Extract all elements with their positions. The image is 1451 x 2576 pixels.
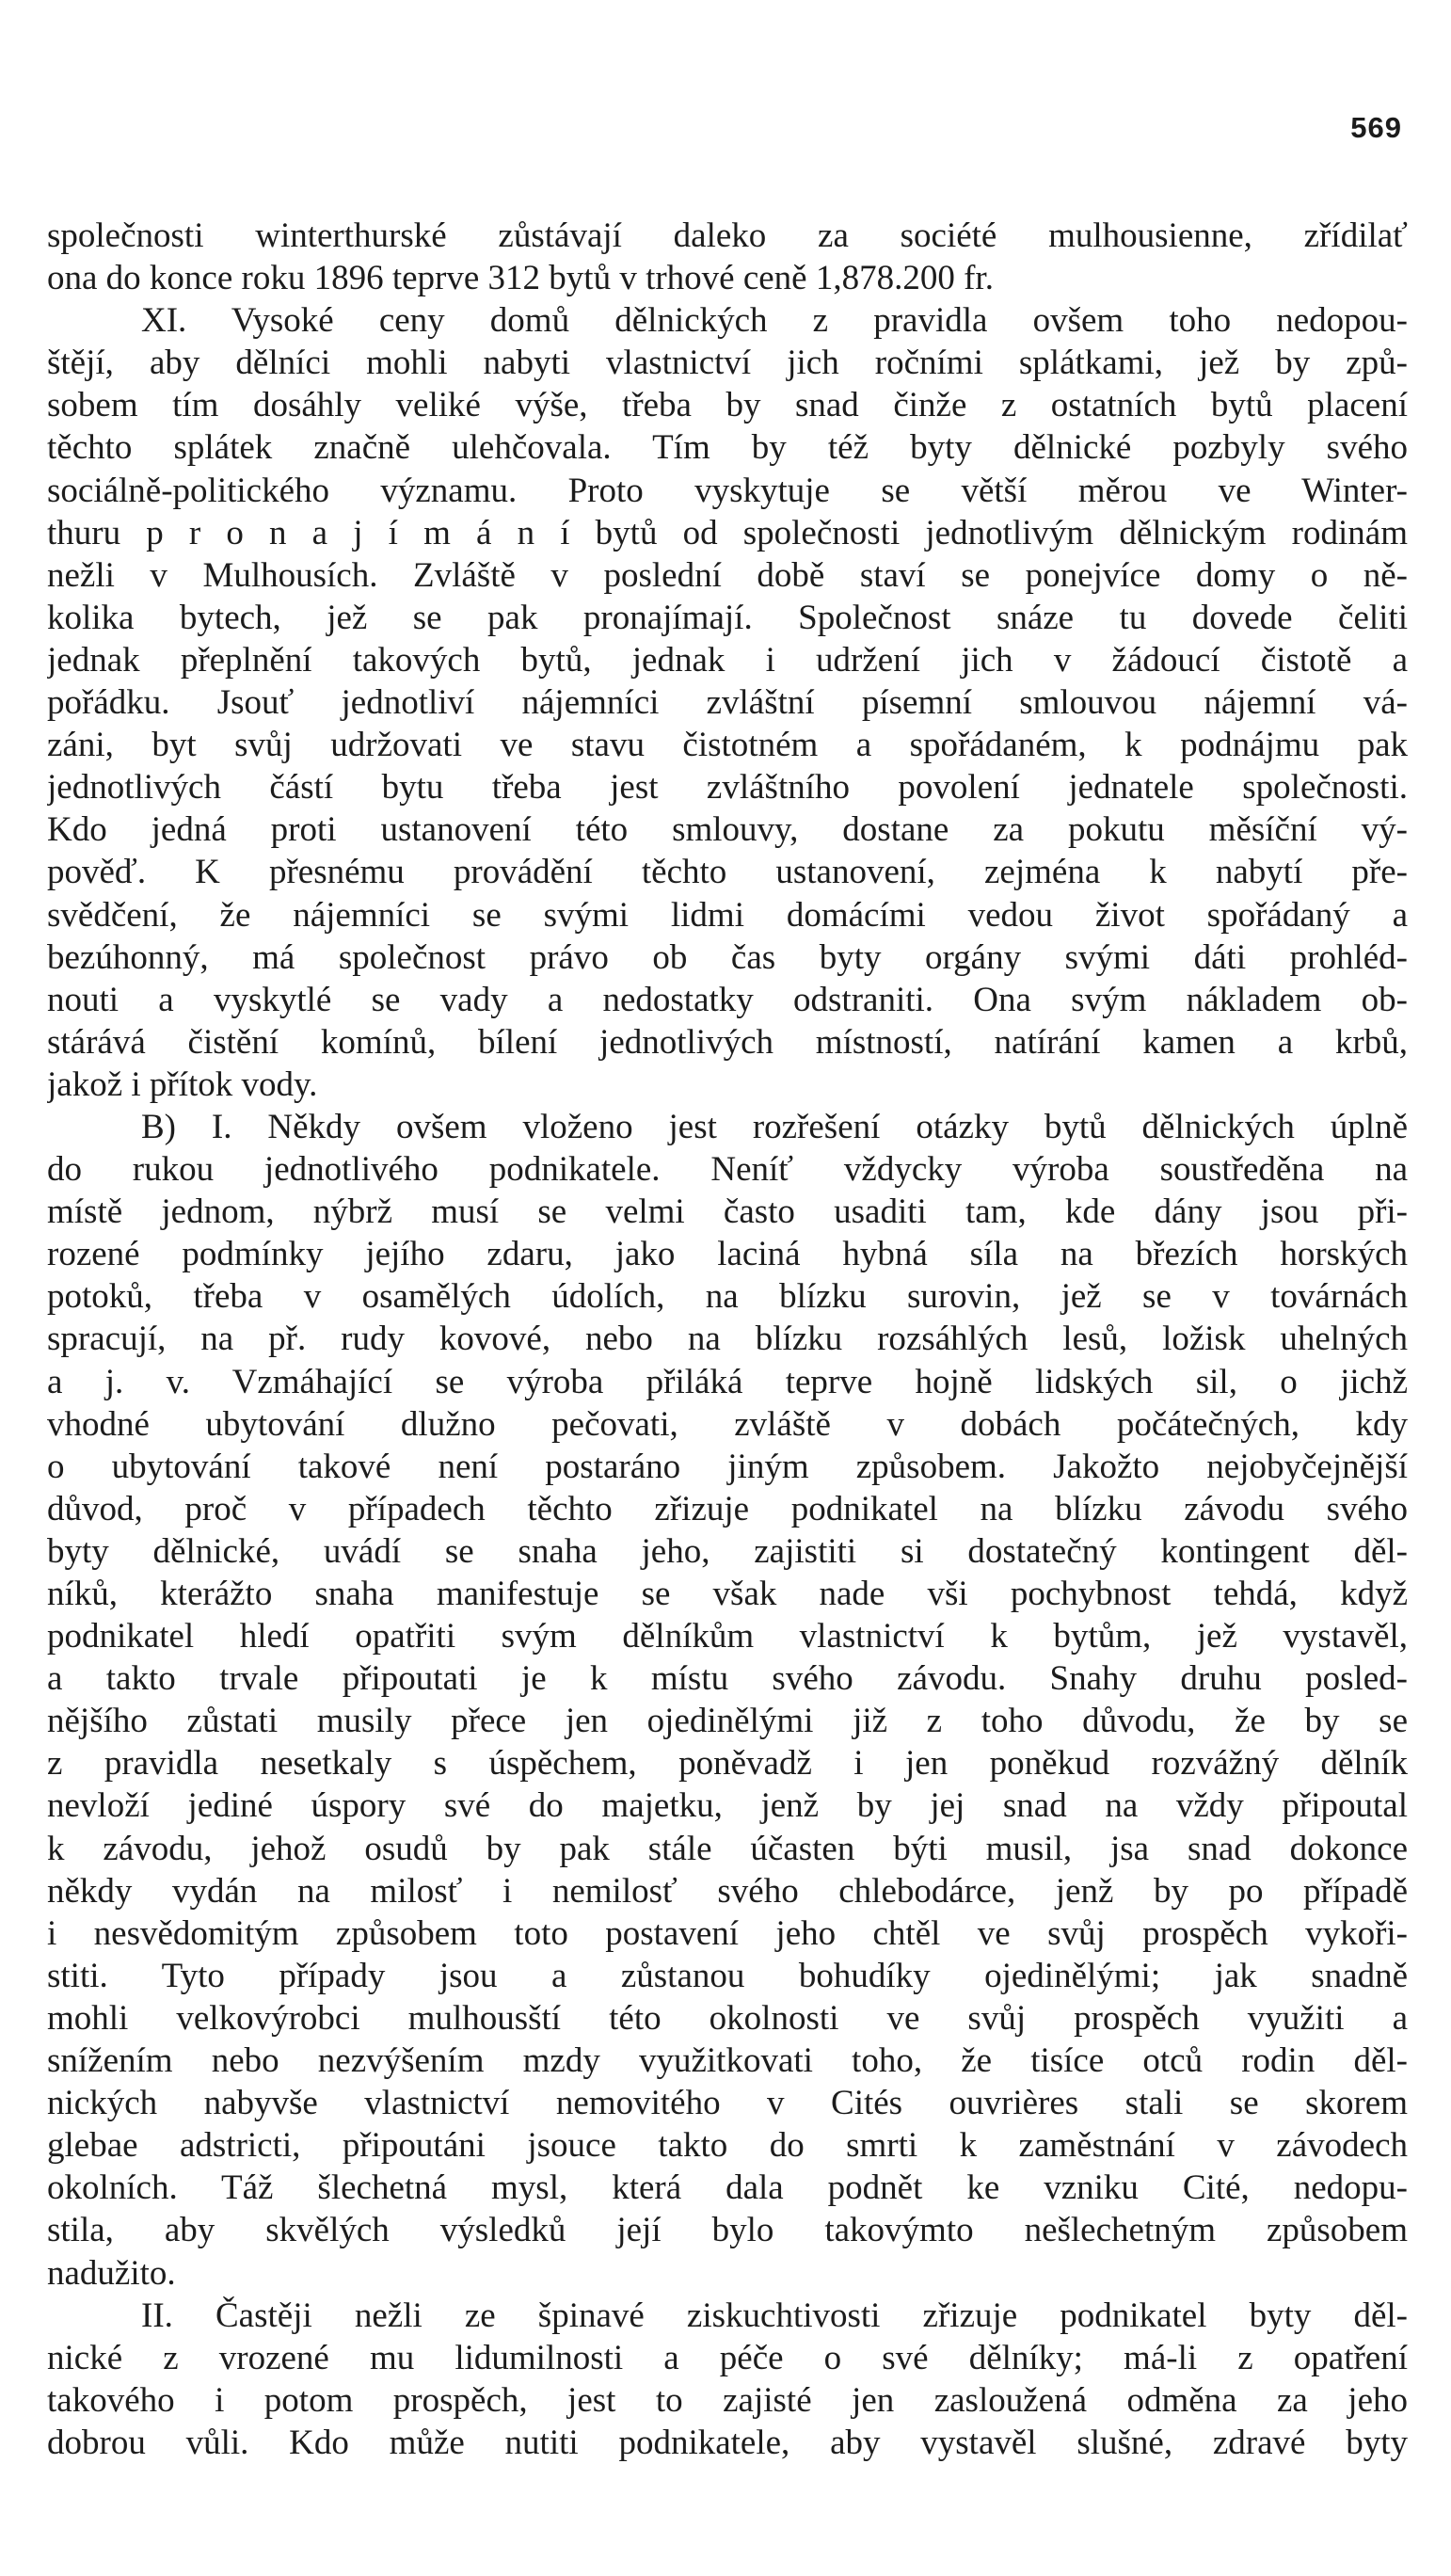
text-line: II. Častěji nežli ze špinavé ziskuchtivosti zřizuje podnikatel byty děl- <box>141 2296 1408 2335</box>
text-line: byty dělnické, uvádí se snaha jeho, zajistiti si dostatečný kontingent děl- <box>47 1531 1408 1571</box>
text-line: kolika bytech, jež se pak pronajímají. Společnost snáze tu dovede čeliti <box>47 598 1408 637</box>
text-line: těchto splátek značně ulehčovala. Tím by též byty dělnické pozbyly svého <box>47 428 1408 468</box>
text-line: sociálně-politického významu. Proto vyskytuje se větší měrou ve Winter- <box>47 471 1408 510</box>
text-line: glebae adstricti, připoutáni jsouce takto do smrti k zaměstnání v závodech <box>47 2126 1408 2166</box>
text-line: pořádku. Jsouť jednotliví nájemníci zvláštní písemní smlouvou nájemní vá- <box>47 683 1408 723</box>
text-line: společnosti winterthurské zůstávají daleko za société mulhousienne, zřídilať <box>47 216 1408 255</box>
text-line: okolních. Táž šlechetná mysl, která dala podnět ke vzniku Cité, nedopu- <box>47 2168 1408 2208</box>
text-line: a j. v. Vzmáhající se výroba přiláká teprve hojně lidských sil, o jichž <box>47 1362 1408 1401</box>
text-line: důvod, proč v případech těchto zřizuje podnikatel na blízku závodu svého <box>47 1489 1408 1528</box>
text-line: pověď. K přesnému provádění těchto ustanovení, zejména k nabytí pře- <box>47 853 1408 892</box>
text-line: svědčení, že nájemníci se svými lidmi domácími vedou život spořádaný a <box>47 895 1408 935</box>
text-line: stila, aby skvělých výsledků její bylo takovýmto nešlechetným způsobem <box>47 2211 1408 2250</box>
text-line: spracují, na př. rudy kovové, nebo na blízku rozsáhlých lesů, ložisk uhelných <box>47 1320 1408 1359</box>
text-line: snížením nebo nezvýšením mzdy využitkovati toho, že tisíce otců rodin děl- <box>47 2041 1408 2081</box>
text-line: nických nabyvše vlastnictví nemovitého v Cités ouvrières stali se skorem <box>47 2084 1408 2123</box>
text-line: jednak přeplnění takových bytů, jednak i udržení jich v žádoucí čistotě a <box>47 640 1408 680</box>
text-line: záni, byt svůj udržovati ve stavu čistotném a spořádaném, k podnájmu pak <box>47 726 1408 765</box>
page-number: 569 <box>1350 111 1402 144</box>
text-line: rozené podmínky jejího zdaru, jako laciná hybná síla na březích horských <box>47 1235 1408 1274</box>
text-line: sobem tím dosáhly veliké výše, třeba by snad činže z ostatních bytů placení <box>47 386 1408 425</box>
text-line: bezúhonný, má společnost právo ob čas byty orgány svými dáti prohléd- <box>47 937 1408 977</box>
text-line: dobrou vůli. Kdo může nutiti podnikatele, aby vystavěl slušné, zdravé byty <box>47 2423 1408 2462</box>
text-line: i nesvědomitým způsobem toto postavení jeho chtěl ve svůj prospěch vykoři- <box>47 1913 1408 1953</box>
text-line: jednotlivých částí bytu třeba jest zvláštního povolení jednatele společnosti. <box>47 768 1408 808</box>
text-line: nadužito. <box>47 2253 176 2293</box>
text-line: vhodné ubytování dlužno pečovati, zvláště v dobách počátečných, kdy <box>47 1404 1408 1444</box>
text-line: stárává čistění komínů, bílení jednotlivých místností, natírání kamen a krbů, <box>47 1022 1408 1062</box>
text-line: podnikatel hledí opatřiti svým dělníkům vlastnictví k bytům, jež vystavěl, <box>47 1617 1408 1656</box>
text-line: nevloží jediné úspory své do majetku, jenž by jej snad na vždy připoutal <box>47 1786 1408 1826</box>
text-line: a takto trvale připoutati je k místu svého závodu. Snahy druhu posled- <box>47 1659 1408 1699</box>
text-line: B) I. Někdy ovšem vloženo jest rozřešení otázky bytů dělnických úplně <box>141 1107 1408 1146</box>
body-text <box>47 215 1408 2464</box>
text-line: jakož i přítok vody. <box>47 1064 318 1104</box>
text-line: takového i potom prospěch, jest to zajisté jen zasloužená odměna za jeho <box>47 2380 1408 2420</box>
text-line: nežli v Mulhousích. Zvláště v poslední době staví se ponejvíce domy o ně- <box>47 555 1408 595</box>
text-line: potoků, třeba v osamělých údolích, na blízku surovin, jež se v továrnách <box>47 1277 1408 1317</box>
text-line: Kdo jedná proti ustanovení této smlouvy, dostane za pokutu měsíční vý- <box>47 810 1408 850</box>
text-line: z pravidla nesetkaly s úspěchem, poněvadž i jen poněkud rozvážný dělník <box>47 1744 1408 1784</box>
text-line: nické z vrozené mu lidumilnosti a péče o své dělníky; má-li z opatření <box>47 2338 1408 2377</box>
text-line: nějšího zůstati musily přece jen ojedinělými již z toho důvodu, že by se <box>47 1702 1408 1741</box>
text-line: do rukou jednotlivého podnikatele. Neníť vždycky výroba soustředěna na <box>47 1150 1408 1190</box>
text-line: o ubytování takové není postaráno jiným způsobem. Jakožto nejobyčejnější <box>47 1447 1408 1486</box>
text-line: štějí, aby dělníci mohli nabyti vlastnictví jich ročními splátkami, jež by způ- <box>47 344 1408 383</box>
text-line: ona do konce roku 1896 teprve 312 bytů v trhové ceně 1,878.200 fr. <box>47 259 994 298</box>
text-line: mohli velkovýrobci mulhousští této okolnosti ve svůj prospěch využiti a <box>47 1998 1408 2038</box>
text-line: někdy vydán na milosť i nemilosť svého chlebodárce, jenž by po případě <box>47 1871 1408 1911</box>
text-line: níků, kterážto snaha manifestuje se však nade vši pochybnost tehdá, když <box>47 1575 1408 1613</box>
text-line: nouti a vyskytlé se vady a nedostatky odstraniti. Ona svým nákladem ob- <box>47 980 1408 1019</box>
text-line: thuru p r o n a j í m á n í bytů od společnosti jednotlivým dělnickým rodinám <box>47 513 1408 552</box>
text-line: XI. Vysoké ceny domů dělnických z pravidla ovšem toho nedopou- <box>141 301 1408 341</box>
text-line: k závodu, jehož osudů by pak stále účasten býti musil, jsa snad dokonce <box>47 1829 1408 1868</box>
text-line: místě jednom, nýbrž musí se velmi často usaditi tam, kde dány jsou při- <box>47 1192 1408 1232</box>
text-line: stiti. Tyto případy jsou a zůstanou bohudíky ojedinělými; jak snadně <box>47 1956 1408 1995</box>
